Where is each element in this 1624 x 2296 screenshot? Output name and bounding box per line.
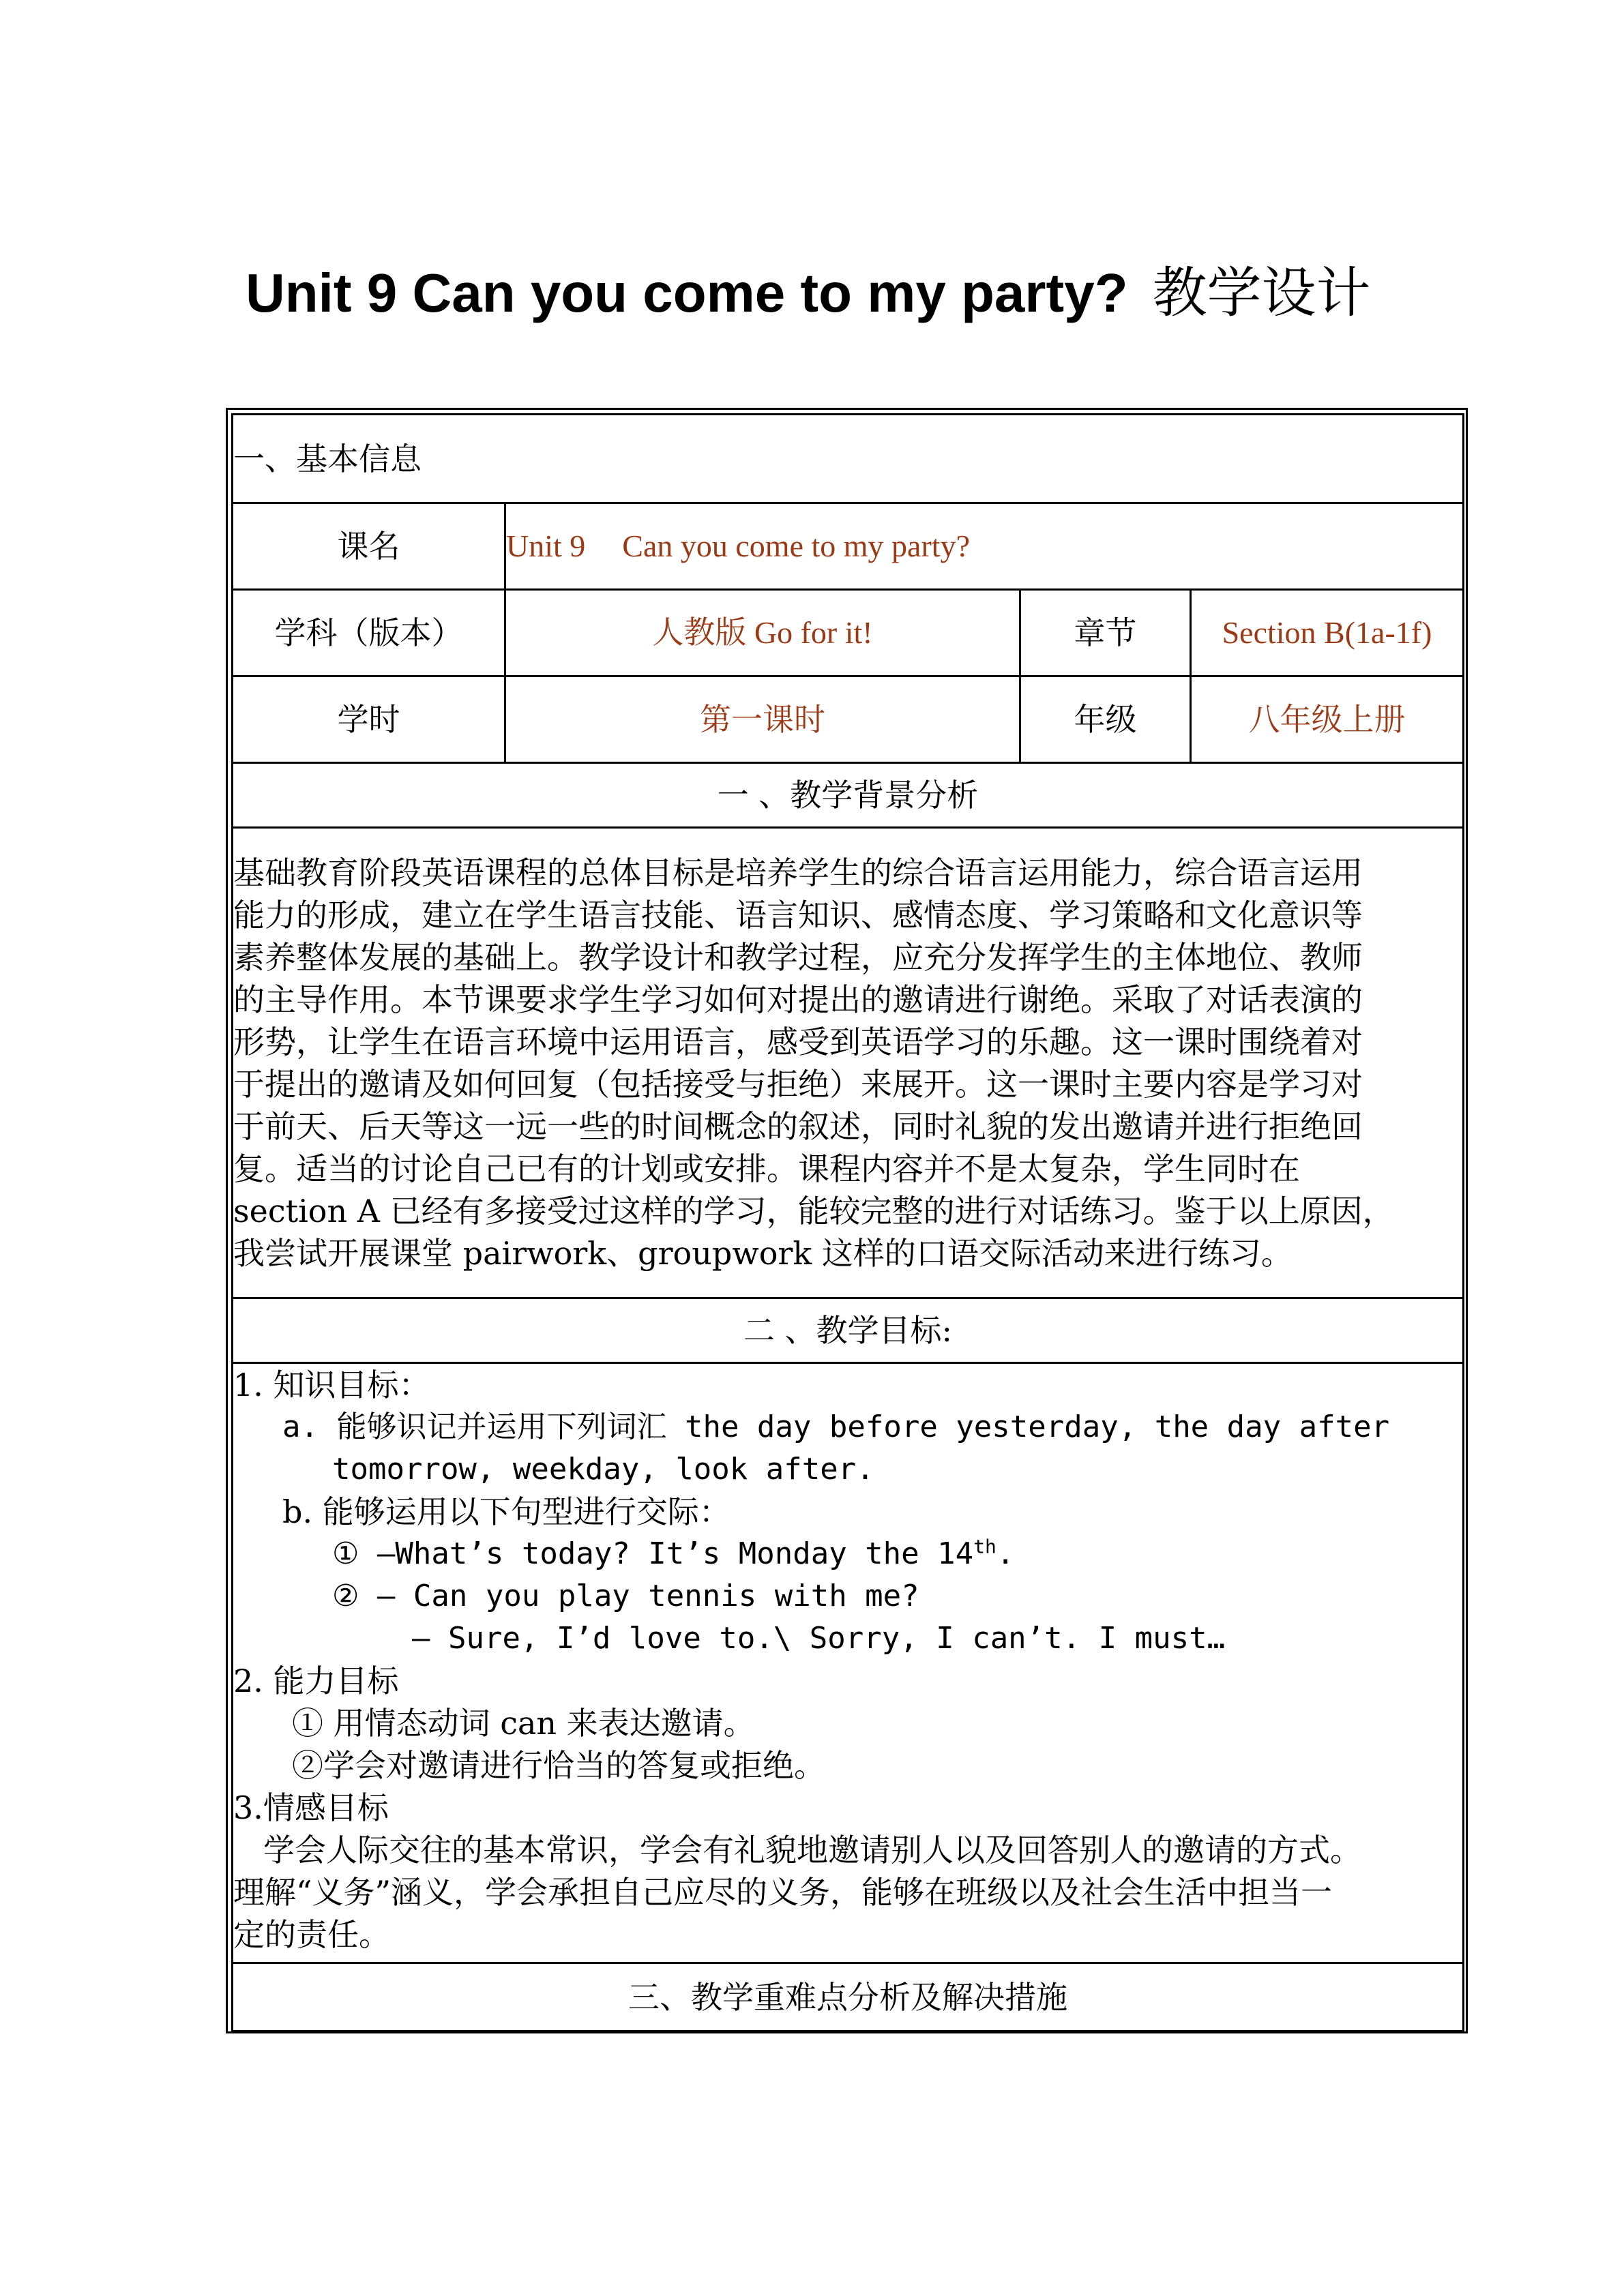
- sentence-pattern-1: [233, 1533, 1462, 1575]
- sentence-pattern-1-end: .: [996, 1536, 1015, 1571]
- title-chinese: 教学设计: [1152, 261, 1371, 325]
- key-points-header: 三、教学重难点分析及解决措施: [233, 1963, 1464, 2031]
- background-line: 基础教育阶段英语课程的总体目标是培养学生的综合语言运用能力，综合语言运用: [233, 854, 1363, 891]
- knowledge-a-line2: tomorrow, weekday, look after.: [332, 1452, 874, 1487]
- background-line: 能力的形成，建立在学生语言技能、语言知识、感情态度、学习策略和文化意识等: [233, 896, 1363, 934]
- period-label: 学时: [233, 676, 505, 763]
- background-paragraph: [233, 828, 1464, 1298]
- emotion-line-3: 定的责任。: [233, 1916, 390, 1953]
- period-value: 第一课时: [505, 676, 1020, 763]
- basic-info-header: 一、基本信息: [233, 415, 1464, 503]
- background-line: 于前天、后天等这一远一些的时间概念的叙述，同时礼貌的发出邀请并进行拒绝回: [233, 1107, 1363, 1145]
- background-header: 一 、教学背景分析: [233, 763, 1464, 828]
- background-line: 我尝试开展课堂 pairwork、groupwork 这样的口语交际活动来进行练习。: [233, 1234, 1293, 1272]
- ability-item-2: ②学会对邀请进行恰当的答复或拒绝。: [292, 1747, 825, 1784]
- background-line: 素养整体发展的基础上。教学设计和教学过程，应充分发挥学生的主体地位、教师: [233, 938, 1363, 976]
- objectives-content: [233, 1363, 1464, 1963]
- grade-value: 八年级上册: [1191, 676, 1464, 763]
- course-name-label: 课名: [233, 503, 505, 590]
- course-name-unit: Unit 9: [506, 528, 586, 563]
- subject-value: 人教版 Go for it!: [505, 590, 1020, 676]
- knowledge-title: 1. 知识目标：: [233, 1367, 430, 1403]
- emotion-title: 3.情感目标: [233, 1789, 389, 1826]
- chapter-label: 章节: [1020, 590, 1191, 676]
- objectives-header: 二 、教学目标:: [233, 1298, 1464, 1363]
- knowledge-a-line1: a. 能够识记并运用下列词汇 the day before yesterday, the day after: [282, 1410, 1390, 1444]
- background-line: 的主导作用。本节课要求学生学习如何对提出的邀请进行谢绝。采取了对话表演的: [233, 981, 1363, 1018]
- course-name-title: Can you come to my party?: [622, 528, 970, 563]
- background-line: section A 已经有多接受过这样的学习，能较完整的进行对话练习。鉴于以上原因，: [233, 1192, 1394, 1229]
- sentence-pattern-3: — Sure, I’d love to.\ Sorry, I can’t. I must…: [412, 1621, 1226, 1656]
- title-english: Unit 9 Can you come to my party?: [246, 263, 1128, 323]
- background-line: 复。适当的讨论自己已有的计划或安排。课程内容并不是太复杂，学生同时在: [233, 1150, 1300, 1187]
- sentence-pattern-2: ② — Can you play tennis with me?: [332, 1579, 919, 1613]
- sentence-pattern-1-sup: th: [973, 1535, 996, 1558]
- sentence-pattern-1-text: ① —What’s today? It’s Monday the 14: [332, 1536, 974, 1571]
- ability-item-1: ① 用情态动词 can 来表达邀请。: [292, 1705, 755, 1742]
- subject-label: 学科（版本）: [233, 590, 505, 676]
- emotion-line-2: 理解“义务”涵义，学会承担自己应尽的义务，能够在班级以及社会生活中担当一: [233, 1874, 1333, 1911]
- knowledge-b-line: b. 能够运用以下句型进行交际：: [282, 1493, 730, 1530]
- lesson-plan-table: [226, 408, 1468, 2033]
- emotion-line-1: 学会人际交往的基本常识，学会有礼貌地邀请别人以及回答别人的邀请的方式。: [263, 1832, 1361, 1868]
- ability-title: 2. 能力目标: [233, 1663, 399, 1699]
- chapter-value: Section B(1a-1f): [1191, 590, 1464, 676]
- background-line: 形势，让学生在语言环境中运用语言，感受到英语学习的乐趣。这一课时围绕着对: [233, 1023, 1363, 1060]
- page-title: [246, 252, 1405, 334]
- background-line: 于提出的邀请及如何回复（包括接受与拒绝）来展开。这一课时主要内容是学习对: [233, 1065, 1363, 1103]
- grade-label: 年级: [1020, 676, 1191, 763]
- course-name-value: [505, 503, 1464, 590]
